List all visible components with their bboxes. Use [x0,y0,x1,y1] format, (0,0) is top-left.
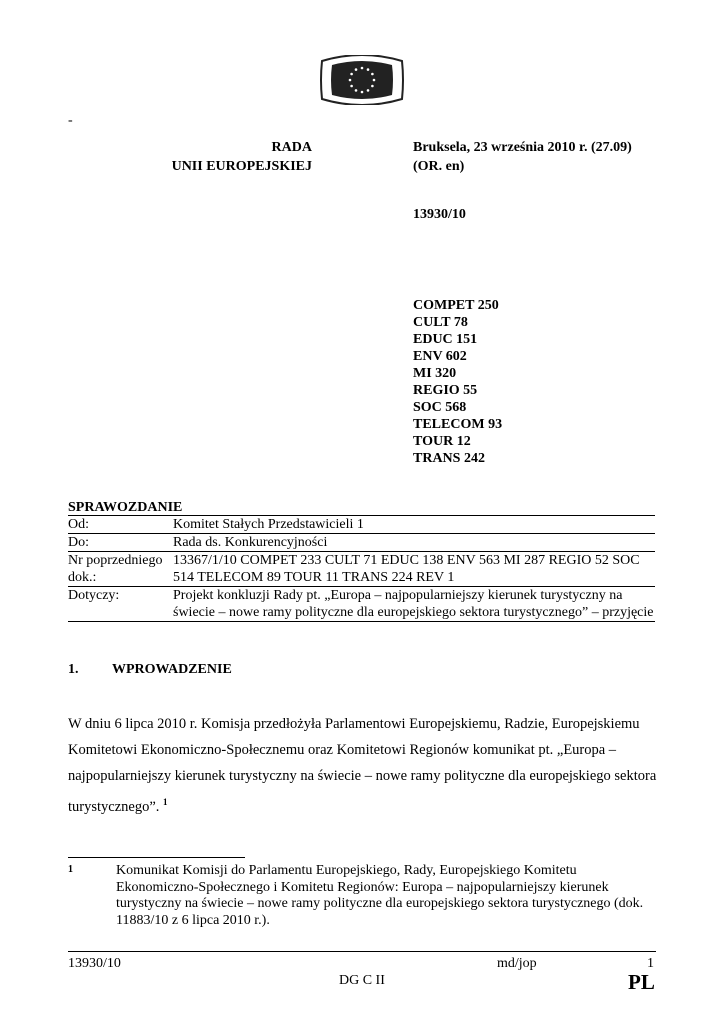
section-number: 1. [68,662,79,677]
subject-code: SOC 568 [413,400,467,415]
subject-codes [413,297,502,467]
subject-code: TRANS 242 [413,451,485,466]
table-row [68,552,655,587]
star-icon [371,85,374,88]
footer-doc-number: 13930/10 [68,956,121,971]
subject-code: COMPET 250 [413,298,499,313]
table-row [68,516,655,534]
page-number: 1 [647,956,654,971]
table-row [68,534,655,552]
star-icon [350,85,353,88]
subject-code: REGIO 55 [413,383,478,398]
star-icon [350,73,353,76]
body-paragraph [68,711,668,820]
place-date: Bruksela, 23 września 2010 r. (27.09) [413,140,632,155]
original-language: (OR. en) [413,159,465,174]
footnote-text: Komunikat Komisji do Parlamentu Europejskiego, Rady, Europejskiego Komitetu Ekonomiczno-Społecznego i Komitetu Regionów: Europa – najpopularniejszy kierunek turystyczny na świecie – nowe ramy polityczne dla europejskiego sektora turystycznego (dok. 11883/10 z 6 lipca 2010 r.). [116,863,644,928]
doc-number: 13930/10 [413,207,466,222]
row-label: Do: [68,535,89,550]
star-icon [349,79,352,82]
place-date-block [413,138,632,176]
footer-author: md/jop [497,956,537,971]
star-icon [367,68,370,71]
row-label: Od: [68,517,89,532]
star-icon [361,67,364,70]
footnote-reference[interactable]: 1 [163,797,168,807]
star-icon [371,73,374,76]
row-value: Rada ds. Konkurencyjności [173,535,328,550]
issuing-body [150,138,312,176]
footer-directorate: DG C II [339,973,385,988]
subject-code: EDUC 151 [413,332,478,347]
report-metadata-table [68,515,655,622]
row-label: Dotyczy: [68,588,120,603]
footer-divider [68,951,656,952]
subject-code: TELECOM 93 [413,417,503,432]
subject-code: CULT 78 [413,315,468,330]
subject-code: TOUR 12 [413,434,471,449]
council-line-1: RADA [271,140,312,155]
row-value: Projekt konkluzji Rady pt. „Europa – najpopularniejszy kierunek turystyczny na świecie – nowe ramy polityczne dla europejskiego sektora turystycznego” – przyjęcie [173,588,654,620]
row-value: 13367/1/10 COMPET 233 CULT 71 EDUC 138 ENV 563 MI 287 REGIO 52 SOC 514 TELECOM 89 TOUR 11 TRANS 224 REV 1 [173,553,640,585]
star-icon [355,89,358,92]
language-code: PL [628,970,655,994]
star-icon [373,79,376,82]
report-title: SPRAWOZDANIE [68,500,183,515]
row-value: Komitet Stałych Przedstawicieli 1 [173,517,364,532]
header-dash: - [68,113,73,128]
subject-code: MI 320 [413,366,457,381]
footnote-divider [68,857,245,858]
council-line-2: UNII EUROPEJSKIEJ [171,159,312,174]
footnote-mark: 1 [68,864,73,875]
section-title: WPROWADZENIE [112,662,232,677]
subject-code: ENV 602 [413,349,467,364]
table-row [68,587,655,622]
star-icon [361,91,364,94]
eu-council-logo-icon [318,55,406,105]
paragraph-text: W dniu 6 lipca 2010 r. Komisja przedłożyła Parlamentowi Europejskiemu, Radzie, Europejskiemu Komitetowi Ekonomiczno-Społecznemu oraz Komitetowi Regionów komunikat pt. „Europa – najpopularniejszy kierunek turystyczny na świecie – nowe ramy polityczne dla europejskiego sektora turystycznego”. [68,716,657,815]
row-label: Nr poprzedniego dok.: [68,553,163,585]
star-icon [355,68,358,71]
star-icon [367,89,370,92]
